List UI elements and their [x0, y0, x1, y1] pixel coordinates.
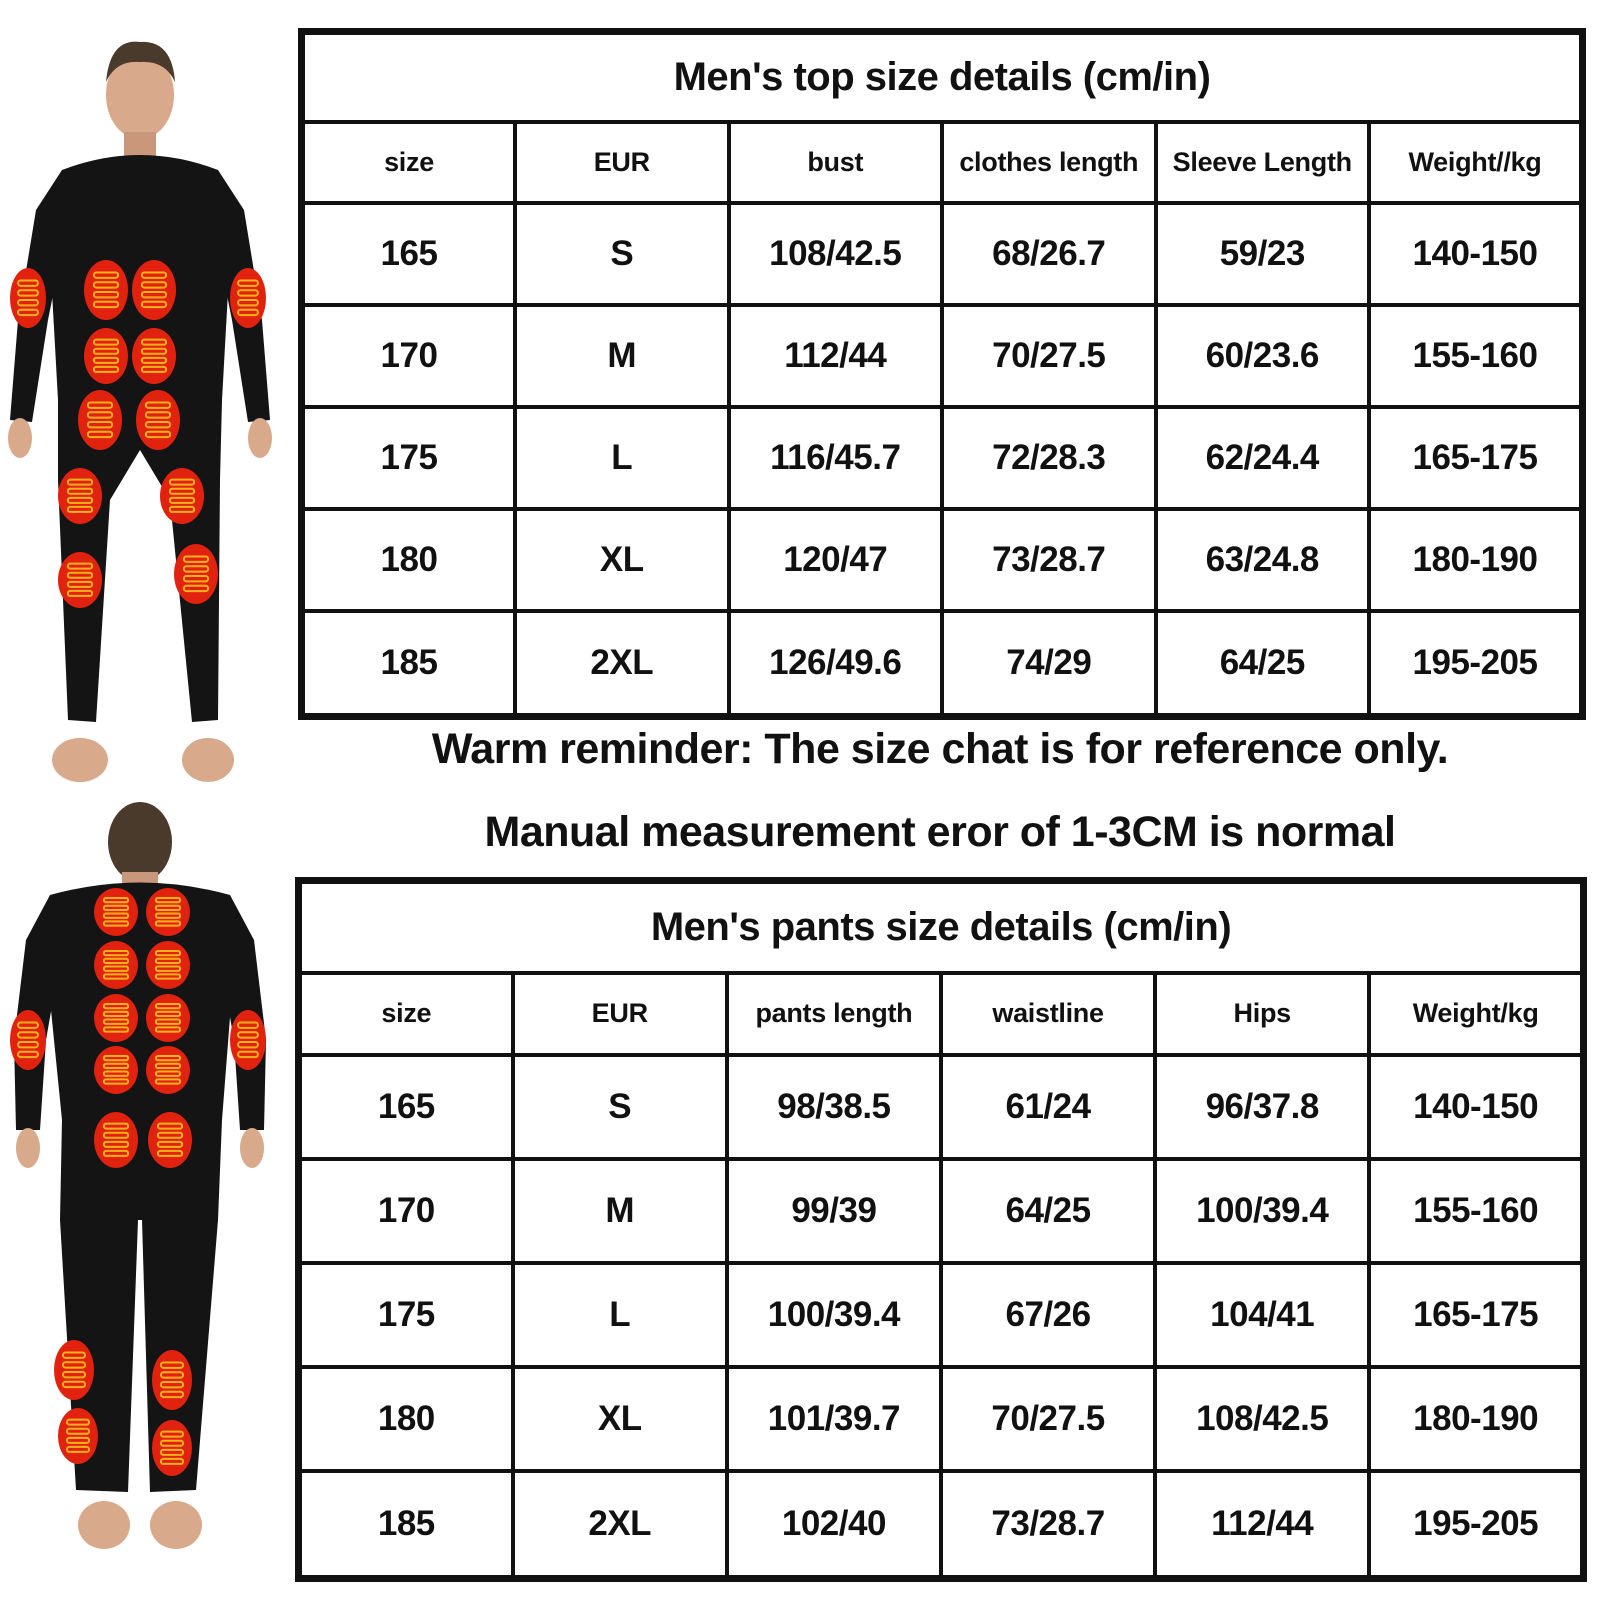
heating-pad [10, 268, 46, 328]
header-bust: bust [729, 122, 943, 203]
cell-clothes-length: 74/29 [942, 611, 1156, 717]
cell-weight: 195-205 [1369, 611, 1583, 717]
table-row [299, 1159, 1584, 1263]
top-size-table [298, 28, 1586, 720]
heating-pad [94, 1112, 138, 1168]
header-eur: EUR [515, 122, 729, 203]
cell-size: 180 [299, 1367, 513, 1471]
heating-pad [84, 260, 128, 320]
heating-pad [148, 1112, 192, 1168]
model-front-illustration [0, 20, 280, 800]
cell-weight: 165-175 [1369, 1263, 1583, 1367]
cell-size: 170 [299, 1159, 513, 1263]
cell-size: 185 [302, 611, 516, 717]
cell-sleeve-length: 64/25 [1156, 611, 1370, 717]
heating-pad [58, 552, 102, 608]
cell-eur: M [515, 305, 729, 407]
cell-hips: 96/37.8 [1155, 1055, 1369, 1159]
heating-pad [230, 268, 266, 328]
cell-eur: 2XL [515, 611, 729, 717]
left-hand-back [16, 1128, 40, 1168]
header-clothes-length: clothes length [942, 122, 1156, 203]
cell-pants-length: 98/38.5 [727, 1055, 941, 1159]
table-row [299, 1055, 1584, 1159]
left-foot [52, 738, 108, 782]
cell-bust: 112/44 [729, 305, 943, 407]
heating-pad [94, 941, 138, 989]
cell-eur: S [515, 203, 729, 305]
header-size: size [299, 973, 513, 1056]
cell-weight: 180-190 [1369, 1367, 1583, 1471]
cell-clothes-length: 70/27.5 [942, 305, 1156, 407]
table-row [299, 1471, 1584, 1579]
table-title-row [299, 881, 1584, 973]
header-weight: Weight/kg [1369, 973, 1583, 1056]
cell-clothes-length: 73/28.7 [942, 509, 1156, 611]
cell-eur: L [515, 407, 729, 509]
cell-bust: 108/42.5 [729, 203, 943, 305]
right-foot-back [150, 1501, 202, 1549]
table-row [302, 203, 1583, 305]
table-row [302, 305, 1583, 407]
cell-size: 185 [299, 1471, 513, 1579]
cell-size: 175 [302, 407, 516, 509]
table-row [299, 1263, 1584, 1367]
cell-pants-length: 101/39.7 [727, 1367, 941, 1471]
thermal-top-back [44, 883, 236, 1121]
heating-pad [146, 994, 190, 1042]
cell-waistline: 67/26 [941, 1263, 1155, 1367]
cell-eur: 2XL [513, 1471, 727, 1579]
header-waistline: waistline [941, 973, 1155, 1056]
table-row [302, 611, 1583, 717]
heating-pad [94, 994, 138, 1042]
right-hand [248, 418, 272, 458]
model-front-view [0, 20, 280, 800]
model-back-view [0, 800, 280, 1590]
table-row [302, 509, 1583, 611]
right-hand-back [240, 1128, 264, 1168]
cell-hips: 100/39.4 [1155, 1159, 1369, 1263]
cell-hips: 108/42.5 [1155, 1367, 1369, 1471]
cell-waistline: 61/24 [941, 1055, 1155, 1159]
header-pants-length: pants length [727, 973, 941, 1056]
heating-pad [58, 468, 102, 524]
reminder-line-1: Warm reminder: The size chat is for reference only. [431, 725, 1449, 773]
cell-size: 180 [302, 509, 516, 611]
table-header-row [302, 122, 1583, 203]
cell-eur: M [513, 1159, 727, 1263]
heating-pad [160, 468, 204, 524]
header-eur: EUR [513, 973, 727, 1056]
head-back [108, 802, 172, 882]
header-weight: Weight//kg [1369, 122, 1583, 203]
heating-pad [136, 390, 180, 450]
cell-waistline: 64/25 [941, 1159, 1155, 1263]
cell-eur: S [513, 1055, 727, 1159]
cell-bust: 116/45.7 [729, 407, 943, 509]
cell-bust: 126/49.6 [729, 611, 943, 717]
cell-weight: 140-150 [1369, 1055, 1583, 1159]
table-header-row [299, 973, 1584, 1056]
cell-weight: 180-190 [1369, 509, 1583, 611]
cell-weight: 195-205 [1369, 1471, 1583, 1579]
heating-pad [146, 941, 190, 989]
cell-size: 170 [302, 305, 516, 407]
left-foot-back [78, 1501, 130, 1549]
heating-pad [174, 544, 218, 604]
cell-eur: L [513, 1263, 727, 1367]
header-size: size [302, 122, 516, 203]
heating-pad [230, 1010, 266, 1070]
table-row [302, 407, 1583, 509]
heating-pad [152, 1350, 192, 1410]
header-hips: Hips [1155, 973, 1369, 1056]
cell-weight: 155-160 [1369, 1159, 1583, 1263]
cell-weight: 165-175 [1369, 407, 1583, 509]
cell-waistline: 73/28.7 [941, 1471, 1155, 1579]
cell-size: 175 [299, 1263, 513, 1367]
cell-sleeve-length: 59/23 [1156, 203, 1370, 305]
cell-hips: 104/41 [1155, 1263, 1369, 1367]
heating-pad [94, 1046, 138, 1094]
cell-size: 165 [299, 1055, 513, 1159]
model-back-illustration [0, 800, 280, 1590]
cell-clothes-length: 68/26.7 [942, 203, 1156, 305]
right-foot [182, 738, 234, 782]
reminder-line-2: Manual measurement eror of 1-3CM is normal [484, 808, 1396, 856]
top-table-title: Men's top size details (cm/in) [302, 32, 1583, 122]
heating-pad [94, 888, 138, 936]
cell-sleeve-length: 60/23.6 [1156, 305, 1370, 407]
cell-bust: 120/47 [729, 509, 943, 611]
cell-weight: 155-160 [1369, 305, 1583, 407]
heating-pad [10, 1010, 46, 1070]
cell-waistline: 70/27.5 [941, 1367, 1155, 1471]
heating-pad [146, 1046, 190, 1094]
heating-pad [132, 328, 176, 384]
heating-pad [132, 260, 176, 320]
cell-hips: 112/44 [1155, 1471, 1369, 1579]
heating-pad [78, 390, 122, 450]
heating-pad [84, 328, 128, 384]
cell-pants-length: 102/40 [727, 1471, 941, 1579]
cell-weight: 140-150 [1369, 203, 1583, 305]
heating-pad [146, 888, 190, 936]
pants-table-title: Men's pants size details (cm/in) [299, 881, 1584, 973]
heating-pad [54, 1340, 94, 1400]
cell-sleeve-length: 63/24.8 [1156, 509, 1370, 611]
cell-eur: XL [513, 1367, 727, 1471]
heating-pad [58, 1408, 98, 1464]
left-hand [8, 418, 32, 458]
header-sleeve-length: Sleeve Length [1156, 122, 1370, 203]
pants-size-table [295, 877, 1587, 1582]
cell-pants-length: 99/39 [727, 1159, 941, 1263]
cell-pants-length: 100/39.4 [727, 1263, 941, 1367]
cell-eur: XL [515, 509, 729, 611]
cell-size: 165 [302, 203, 516, 305]
table-title-row [302, 32, 1583, 122]
table-row [299, 1367, 1584, 1471]
heating-pad [152, 1420, 192, 1476]
cell-clothes-length: 72/28.3 [942, 407, 1156, 509]
cell-sleeve-length: 62/24.4 [1156, 407, 1370, 509]
